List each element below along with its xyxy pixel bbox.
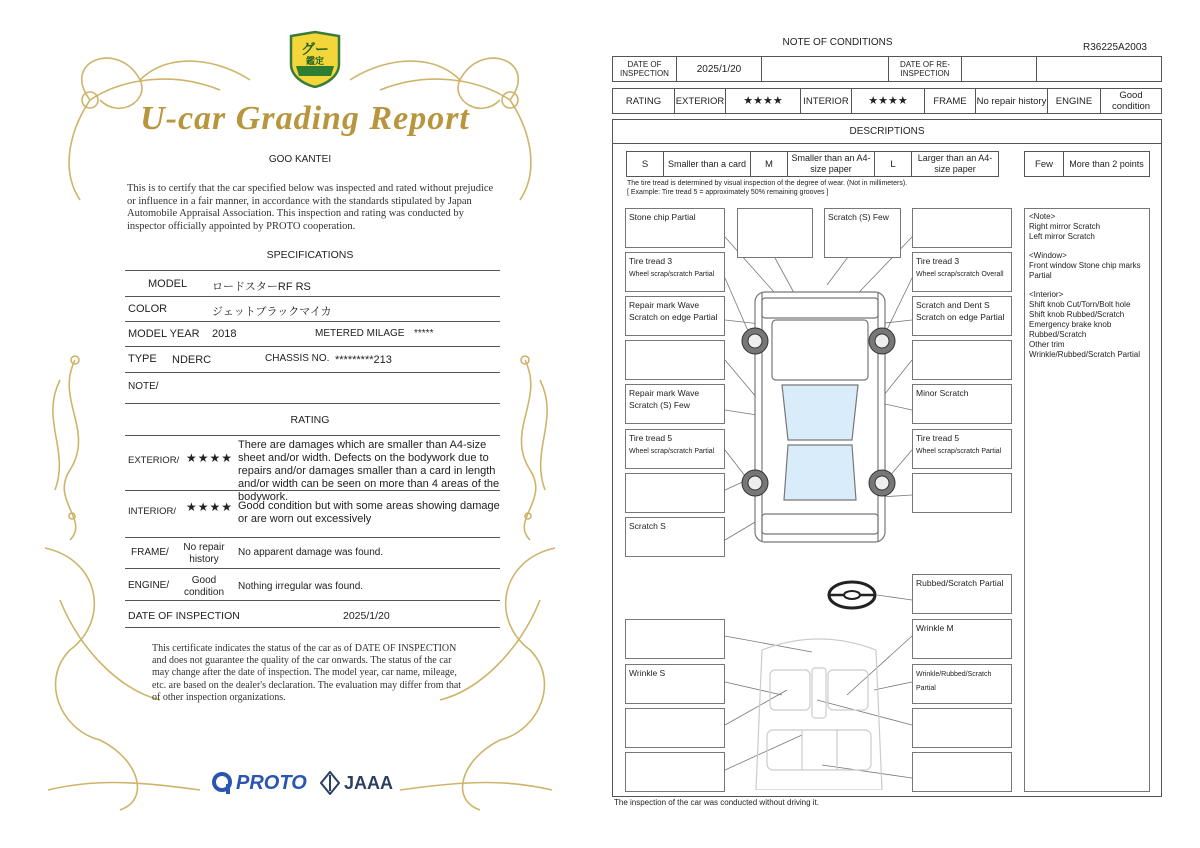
color-label: COLOR xyxy=(128,303,168,315)
note-line: <Window> xyxy=(1029,251,1067,260)
mileage-value: ***** xyxy=(414,328,434,339)
type-label: TYPE xyxy=(128,353,157,365)
damage-box-tire-rear-left: Tire tread 5 Wheel scrap/scratch Partial xyxy=(625,429,725,469)
legend-s: S xyxy=(626,151,664,177)
note-line: Left mirror Scratch xyxy=(1029,232,1095,241)
exterior-label: EXTERIOR/ xyxy=(128,455,180,466)
date-inspection-label: DATE OF INSPECTION xyxy=(612,56,677,82)
legend-m-desc: Smaller than an A4-size paper xyxy=(787,151,875,177)
frame-desc: No apparent damage was found. xyxy=(238,547,384,558)
damage-box-left-door xyxy=(625,340,725,380)
type-value: NDERC xyxy=(172,354,212,366)
damage-box-tire-rear-right: Tire tread 5 Wheel scrap/scratch Partial xyxy=(912,429,1012,469)
engine-value: Good condition xyxy=(1100,88,1162,114)
damage-box-left-fender: Repair mark Wave Scratch on edge Partial xyxy=(625,296,725,336)
exterior-value: ★★★★ xyxy=(725,88,801,114)
damage-box-interior-3 xyxy=(625,708,725,748)
damage-box-rear-bumper: Scratch S xyxy=(625,517,725,557)
date-inspection-value: 2025/1/20 xyxy=(676,56,762,82)
proto-logo-text: PROTO xyxy=(236,771,307,794)
damage-box-right-door xyxy=(912,340,1012,380)
note-line: Front window Stone chip marks Partial xyxy=(1029,261,1141,280)
notes-panel xyxy=(1024,208,1150,792)
damage-box-interior-6: Wrinkle/Rubbed/Scratch Partial xyxy=(912,664,1012,704)
damage-box-left-quarter: Repair mark Wave Scratch (S) Few xyxy=(625,384,725,424)
certificate-footer-text: This certificate indicates the status of the car as of DATE OF INSPECTION and does not guarantee the quality of the car onwards. The status of the car may change after the date of inspection. The model year, car name, mileage, etc. are based on the dealer's declaration. The evaluation may differ from that of other inspection organizations. xyxy=(152,643,462,703)
specs-heading: SPECIFICATIONS xyxy=(266,249,354,261)
frame-value: No repair history xyxy=(975,88,1048,114)
damage-box-rear-right xyxy=(912,473,1012,513)
tire-note-1: The tire tread is determined by visual inspection of the degree of wear. (Not in millimeters). xyxy=(627,180,908,187)
note-line: Shift knob Rubbed/Scratch xyxy=(1029,310,1125,319)
engine-desc: Nothing irregular was found. xyxy=(238,581,364,592)
damage-box-front-center xyxy=(737,208,813,258)
interior-stars: ★★★★ xyxy=(186,500,234,514)
jaaa-mark-icon xyxy=(320,771,340,795)
damage-box-tire-front-right: Tire tread 3 Wheel scrap/scratch Overall xyxy=(912,252,1012,292)
legend-l: L xyxy=(874,151,912,177)
engine-value: Good condition xyxy=(183,575,225,598)
legend-few-desc: More than 2 points xyxy=(1063,151,1150,177)
interior-value: ★★★★ xyxy=(851,88,925,114)
note-line: <Note> xyxy=(1029,212,1056,221)
engine-label: ENGINE xyxy=(1047,88,1101,114)
jaaa-logo xyxy=(320,770,393,796)
exterior-stars: ★★★★ xyxy=(186,451,234,465)
color-value: ジェットブラックマイカ xyxy=(212,306,332,318)
proto-logo xyxy=(212,770,307,796)
note-line: Wrinkle/Rubbed/Scratch Partial xyxy=(1029,350,1141,359)
interior-desc: Good condition but with some areas showing damage or are worn out excessively xyxy=(238,500,500,525)
frame-value: No repair history xyxy=(183,542,225,565)
damage-box-front-right xyxy=(912,208,1012,248)
note-line: <Interior> xyxy=(1029,290,1064,299)
model-year-label: MODEL YEAR xyxy=(128,328,200,340)
damage-box-interior-4 xyxy=(625,752,725,792)
report-title: U-car Grading Report xyxy=(140,100,470,137)
legend-s-desc: Smaller than a card xyxy=(663,151,751,177)
date-of-inspection-label: DATE OF INSPECTION xyxy=(128,610,240,622)
damage-box-interior-8 xyxy=(912,752,1012,792)
interior-label: INTERIOR xyxy=(800,88,852,114)
damage-box-interior-1 xyxy=(625,619,725,659)
certify-text: This is to certify that the car specified below was inspected and rated without prejudice or influence in a fair manner, in accordance with the standards stipulated by Japan Automobile Appraisal Association. This inspection and rating was conducted by inspector officially appointed by PROTO cooperation. xyxy=(127,183,494,232)
conditions-heading: NOTE OF CONDITIONS xyxy=(782,37,893,48)
date-of-inspection-value: 2025/1/20 xyxy=(343,610,390,622)
note-spacer xyxy=(1029,242,1145,251)
damage-box-interior-5: Wrinkle M xyxy=(912,619,1012,659)
frame-label: FRAME/ xyxy=(131,547,169,558)
inspection-footer-note: The inspection of the car was conducted without driving it. xyxy=(614,798,819,807)
frame-label: FRAME xyxy=(924,88,976,114)
exterior-desc: There are damages which are smaller than A4-size sheet and/or width. Defects on the bodywork due to repairs and/or damages smaller than a card in length and/or width can be seen on more than 4 areas of the bodywork. xyxy=(238,439,500,503)
reference-number: R36225A2003 xyxy=(1083,42,1147,53)
damage-box-steering: Rubbed/Scratch Partial xyxy=(912,574,1012,614)
jaaa-logo-text: JAAA xyxy=(344,772,394,793)
legend-l-desc: Larger than an A4-size paper xyxy=(911,151,999,177)
goo-kantei-badge xyxy=(287,30,343,88)
badge-line2: 鑑定 xyxy=(305,56,324,66)
steering-wheel-icon xyxy=(829,582,875,608)
chassis-value: *********213 xyxy=(335,354,392,366)
note-line: Shift knob Cut/Torn/Bolt hole xyxy=(1029,300,1131,309)
damage-box-front-left: Stone chip Partial xyxy=(625,208,725,248)
model-value: ロードスターRF RS xyxy=(212,281,311,293)
note-spacer xyxy=(1029,281,1145,290)
rating-label: RATING xyxy=(612,88,675,114)
damage-box-right-quarter: Minor Scratch xyxy=(912,384,1012,424)
damage-box-right-fender: Scratch and Dent S Scratch on edge Partial xyxy=(912,296,1012,336)
tire-note-2: [ Example: Tire tread 5 = approximately 50% remaining grooves ] xyxy=(627,189,829,196)
descriptions-heading: DESCRIPTIONS xyxy=(612,119,1162,144)
exterior-label: EXTERIOR xyxy=(674,88,726,114)
engine-label: ENGINE/ xyxy=(128,580,170,591)
rating-heading: RATING xyxy=(290,414,330,426)
badge-line1: グー xyxy=(301,41,329,57)
model-year-value: 2018 xyxy=(212,328,237,340)
note-label: NOTE/ xyxy=(128,381,159,392)
note-line: Other trim xyxy=(1029,340,1065,349)
chassis-label: CHASSIS NO. xyxy=(265,353,330,364)
report-subtitle: GOO KANTEI xyxy=(268,154,332,165)
note-line: Emergency brake knob Rubbed/Scratch xyxy=(1029,320,1112,339)
damage-box-interior-2: Wrinkle S xyxy=(625,664,725,704)
date-reinspection-label: DATE OF RE-INSPECTION xyxy=(888,56,962,82)
damage-box-interior-7 xyxy=(912,708,1012,748)
mileage-label: METERED MILAGE xyxy=(315,328,405,339)
note-line: Right mirror Scratch xyxy=(1029,222,1101,231)
legend-few: Few xyxy=(1024,151,1064,177)
date-reinspection-value xyxy=(961,56,1037,82)
interior-label: INTERIOR/ xyxy=(128,506,177,517)
model-label: MODEL xyxy=(148,278,188,290)
proto-mark-icon xyxy=(212,772,234,794)
damage-box-tire-front-left: Tire tread 3 Wheel scrap/scratch Partial xyxy=(625,252,725,292)
damage-box-rear-left xyxy=(625,473,725,513)
damage-box-bonnet: Scratch (S) Few xyxy=(824,208,901,258)
legend-m: M xyxy=(750,151,788,177)
